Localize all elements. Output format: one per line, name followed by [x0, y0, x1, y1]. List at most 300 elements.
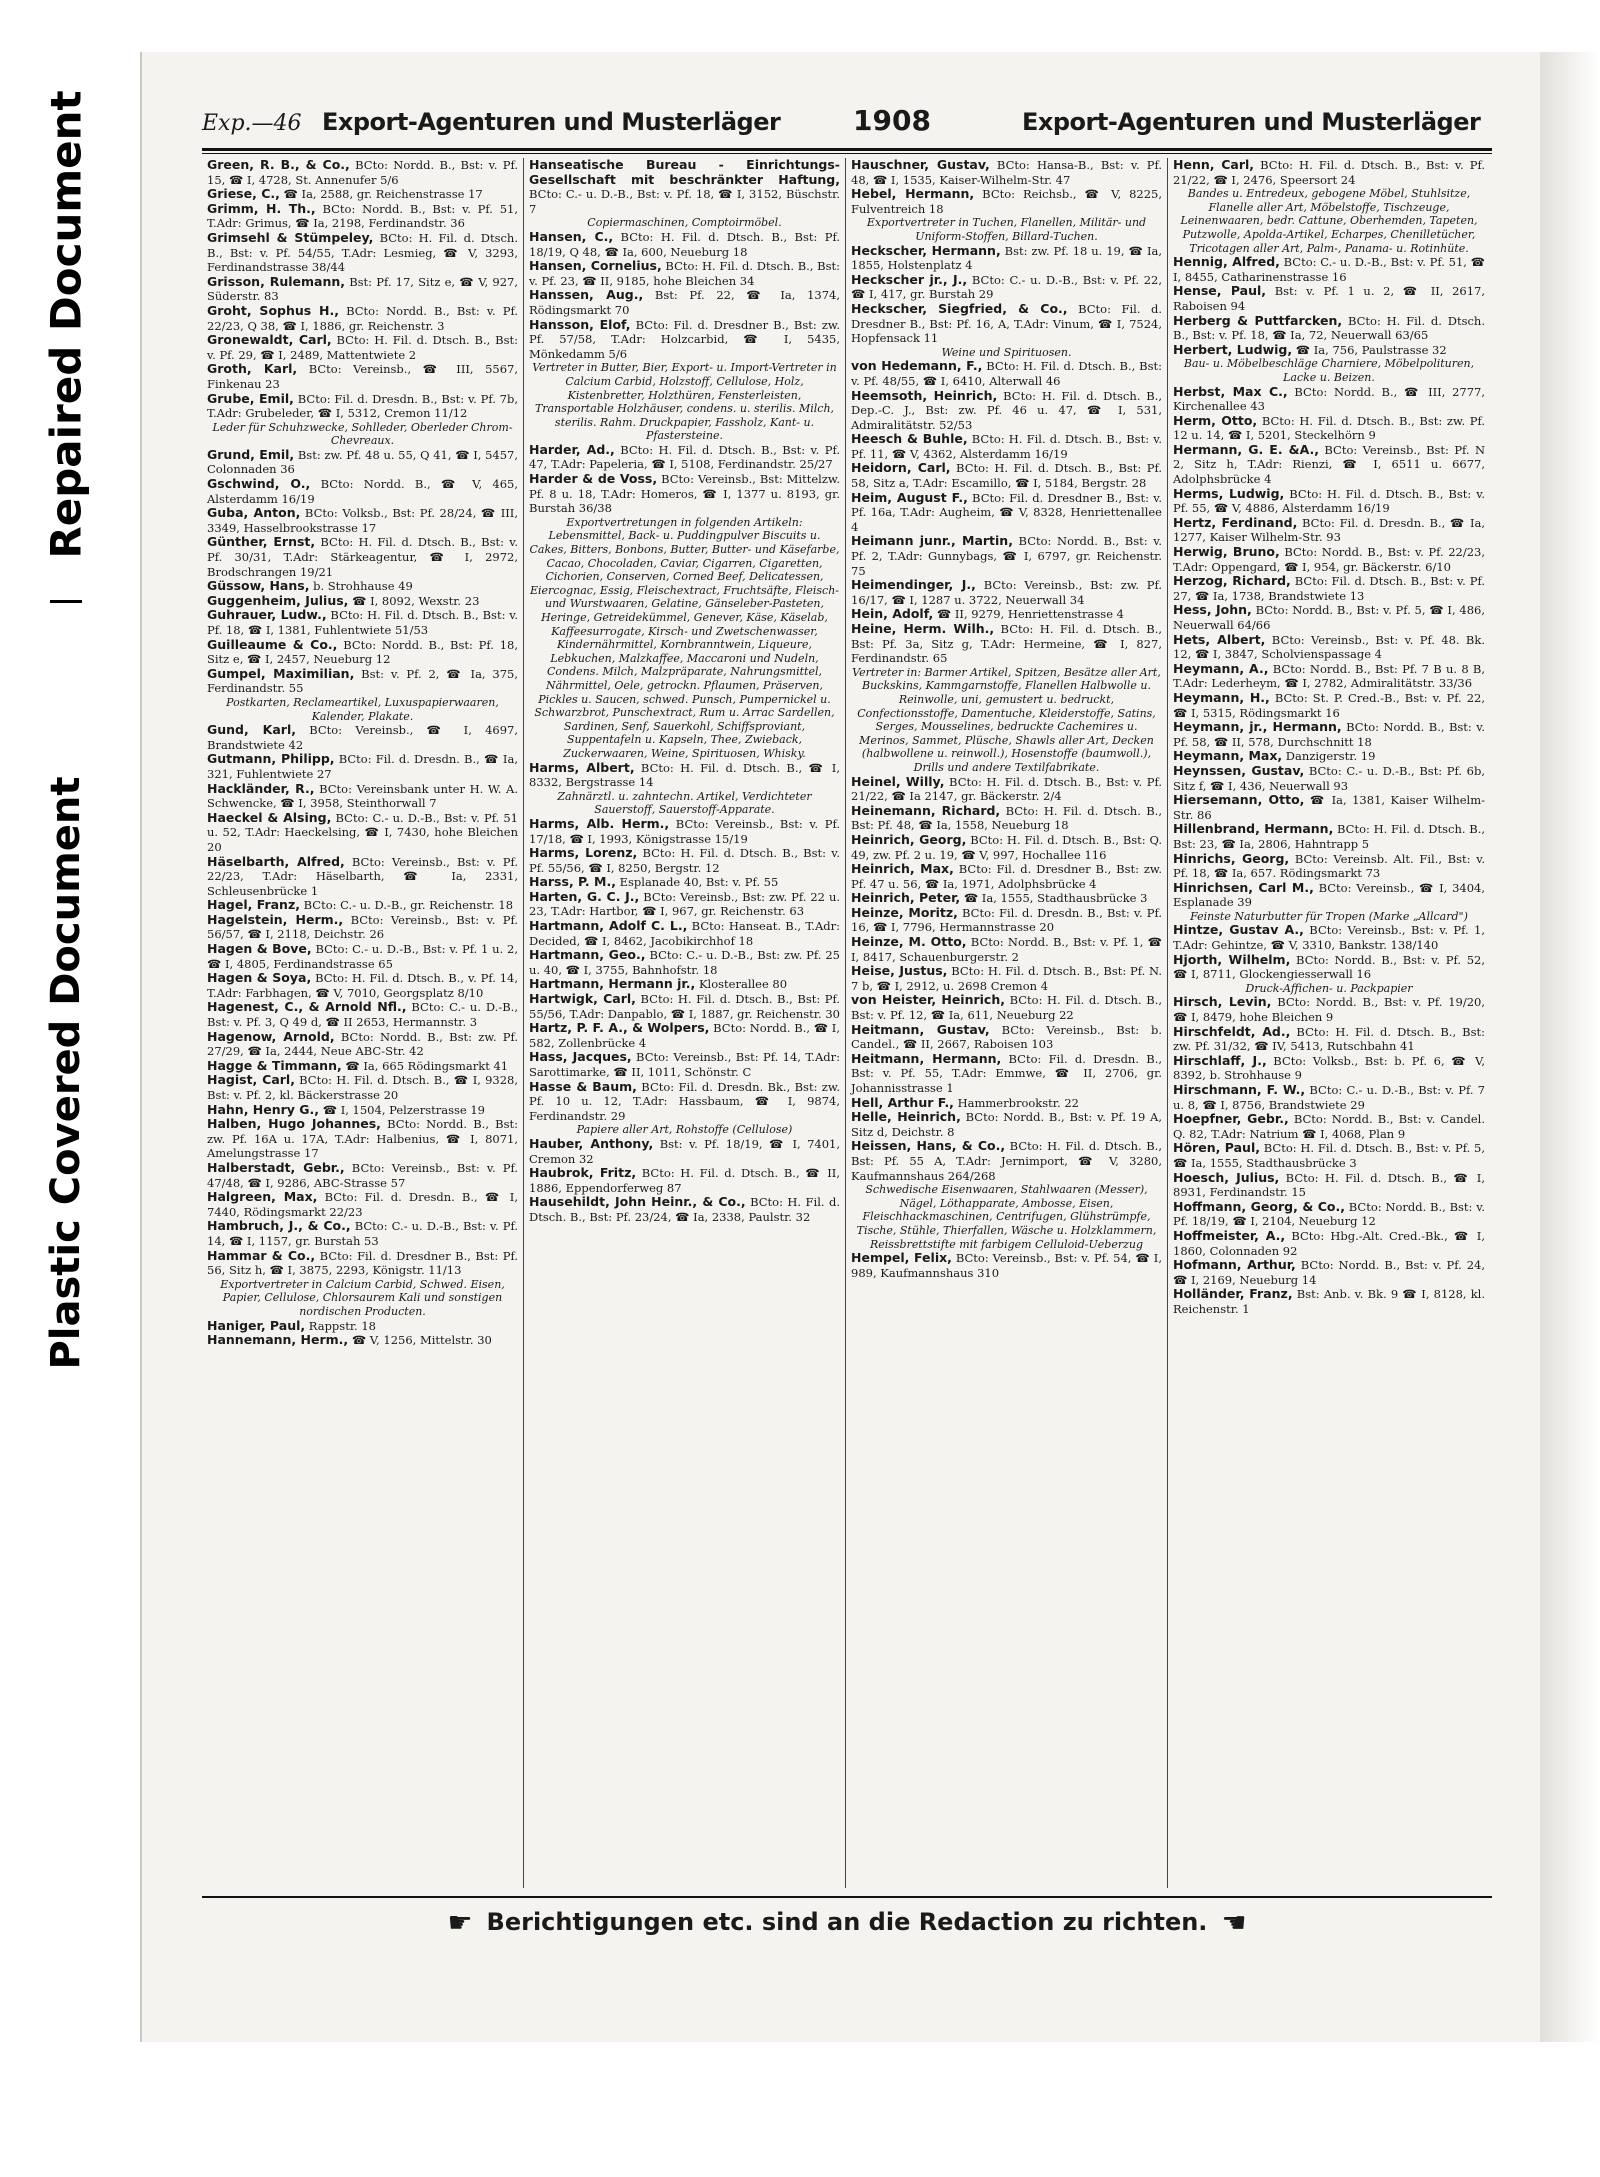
directory-entry [851, 389, 1162, 433]
entry-details: BCto: Nordd. B., ☎ III, 2777, Kirchenallee 43 [1173, 384, 1485, 414]
entry-name: Heinze, Moritz, [851, 904, 958, 920]
entry-name: Harten, G. C. J., [529, 888, 640, 904]
directory-entry [207, 811, 518, 855]
entry-name: Guba, Anton, [207, 505, 301, 521]
entry-details: BCto: H. Fil. d. Dtsch. B., Bst: Pf. 58, Sitz a, T.Adr: Escamillo, ☎ I, 5184, Bergstr. 28 [851, 461, 1163, 491]
entry-details: BCto: C.- u. D.-B., Bst: v. Pf. 22, ☎ I, 417, gr. Burstah 29 [851, 272, 1162, 302]
directory-entry [207, 913, 518, 942]
entry-details: Hammerbrookstr. 22 [957, 1095, 1079, 1110]
entry-specialty: Vertreter in Butter, Bier, Export- u. Import-Vertreter in Calcium Carbid, Holzstoff, Cellulose, Holz, Kistenbretter, Holzthüren, Fensterleisten, Transportable Holzhäuser, condens. u. sterilis. Milch, sterilis. Rahm. Druckpapier, Fassholz, Kant- u. Pfastersteine. [532, 361, 837, 443]
entry-details: BCto: C.- u. D.-B., Bst: v. Pf. 7 u. 8, ☎ I, 8756, Brandstwiete 29 [1173, 1083, 1485, 1112]
directory-entry [1173, 1054, 1485, 1083]
entry-name: Herwig, Bruno, [1173, 544, 1280, 560]
entry-name: Henn, Carl, [1173, 158, 1255, 172]
page-edge-shadow [1540, 52, 1600, 2042]
entry-name: Halben, Hugo Johannes, [207, 1116, 381, 1132]
entry-specialty: Feinste Naturbutter für Tropen (Marke „Allcard") [1190, 909, 1468, 923]
entry-details: BCto: Nordd. B., Bst: v. Pf. 18/19, ☎ I, 2104, Neueburg 12 [1173, 1199, 1485, 1229]
entry-details: BCto: H. Fil. d. Dtsch. B., Bst: v. Pf. 47, T.Adr: Papeleria, ☎ I, 5108, Ferdinandstr. 25/27 [529, 442, 840, 472]
entry-name: Hinrichs, Georg, [1173, 850, 1290, 866]
entry-details: BCto: Vereinsb., Bst: v. Pf. 17/18, ☎ I, 1993, Königstrasse 15/19 [529, 816, 840, 846]
entry-name: Heissen, Hans, & Co., [851, 1138, 1006, 1154]
entry-details: BCto: Vereinsb., Bst: zw. Pf. 22 u. 23, T.Adr: Hartbor, ☎ I, 967, gr. Reichenstr. 63 [529, 889, 841, 919]
entry-name: Herbert, Ludwig, [1173, 341, 1293, 357]
directory-entry [207, 1333, 518, 1348]
entry-details: BCto: H. Fil. d. Dtsch. B., Bst: v. Pf. 23, ☎ II, 9185, hohe Bleichen 34 [529, 259, 840, 288]
directory-entry [1173, 953, 1485, 982]
directory-entry [207, 362, 518, 391]
directory-entry [207, 1117, 518, 1161]
header-title-left: Export-Agenturen und Musterläger [322, 108, 781, 136]
directory-entry [1173, 1287, 1485, 1316]
entry-specialty: Leder für Schuhzwecke, Sohlleder, Oberleder Chrom-Chevreaux. [212, 420, 513, 448]
directory-entry [207, 1249, 518, 1278]
entry-name: Helle, Heinrich, [851, 1109, 961, 1125]
directory-entry [529, 1021, 840, 1050]
directory-entry [1173, 1200, 1485, 1229]
entry-details: BCto: H. Fil. d. Dtsch. B., ☎ I, 8332, Bergstrasse 14 [529, 760, 841, 790]
directory-entry [207, 158, 518, 187]
entry-name: Hambruch, J., & Co., [207, 1218, 351, 1234]
entry-details: BCto: Nordd. B., Bst: v. Pf. 58, ☎ II, 578, Durchschnitt 18 [1173, 720, 1486, 749]
entry-details: Bst: zw. Pf. 18 u. 19, ☎ Ia, 1855, Holstenplatz 4 [851, 243, 1163, 273]
entry-name: Hintze, Gustav A., [1173, 922, 1304, 938]
directory-entry [207, 477, 518, 506]
entry-name: Harms, Lorenz, [529, 845, 638, 861]
entry-details: BCto: Fil. d. Dtsch. B., Bst: v. Pf. 27, ☎ Ia, 1738, Brandstwiete 13 [1173, 574, 1486, 603]
entry-details: BCto: C.- u. D.-B., Bst: v. Pf. 1 u. 2, ☎ I, 4805, Ferdinandstrasse 65 [207, 942, 519, 971]
directory-entry [1173, 1258, 1485, 1287]
entry-name: Hirschfeldt, Ad., [1173, 1023, 1291, 1039]
entry-name: Gumpel, Maximilian, [207, 665, 355, 681]
directory-entry [207, 1000, 518, 1029]
entry-name: Hasse & Baum, [529, 1078, 637, 1094]
entry-details: BCto: Nordd. B., Bst: v. Pf. 2, T.Adr: Gunnybags, ☎ I, 6797, gr. Reichenstr. 75 [851, 534, 1163, 578]
header-rule-thin [202, 153, 1492, 154]
entry-name: Hannemann, Herm., [207, 1332, 349, 1348]
side-divider [50, 600, 82, 603]
entry-details: Bst: v. Pf. 1 u. 2, ☎ II, 2617, Raboisen 94 [1173, 284, 1485, 313]
entry-specialty: Zahnärztl. u. zahntechn. Artikel, Verdichteter Sauerstoff, Sauerstoff-Apparate. [557, 789, 812, 817]
entry-name: Hebel, Hermann, [851, 186, 975, 202]
entry-name: Hoepfner, Gebr., [1173, 1111, 1289, 1127]
directory-entry [1173, 720, 1485, 749]
entry-name: Hagenow, Arnold, [207, 1028, 335, 1044]
entry-details: Rappstr. 18 [308, 1318, 376, 1333]
entry-specialty: Copiermaschinen, Comptoirmöbel. [587, 216, 782, 230]
footer-notice: Berichtigungen etc. sind an die Redaction zu richten. [486, 1908, 1208, 1936]
entry-name: Herms, Ludwig, [1173, 485, 1285, 501]
entry-name: Heymann, H., [1173, 689, 1270, 705]
entry-name: Heim, August F., [851, 489, 968, 505]
entry-details: Bst: v. Pf. 18/19, ☎ I, 7401, Cremon 32 [529, 1136, 841, 1166]
entry-name: Heitmann, Gustav, [851, 1021, 990, 1037]
entry-details: BCto: C.- u. D.-B., Bst: v. Pf. 18, ☎ I, 3152, Büschstr. 7 [529, 187, 840, 216]
directory-entry [1173, 749, 1485, 764]
directory-entry [207, 392, 518, 421]
directory-entry [207, 579, 518, 594]
entry-details: BCto: Vereinsb., Bst: Pf. N 2, Sitz h, T.Adr: Rienzi, ☎ I, 6511 u. 6677, Adolphsbrücke 4 [1173, 442, 1486, 487]
entry-details: BCto: C.- u. D.-B., Bst: zw. Pf. 25 u. 40, ☎ I, 3755, Bahnhofstr. 18 [529, 948, 841, 977]
entry-details: BCto: C.- u. D.-B., Bst: v. Pf. 14, ☎ I, 1157, gr. Burstah 53 [207, 1219, 518, 1248]
directory-entry [529, 875, 840, 890]
entry-name: Heckscher jr., J., [851, 271, 968, 287]
entry-name: Haubrok, Fritz, [529, 1165, 637, 1181]
entry-name: Hagist, Carl, [207, 1072, 295, 1088]
entry-name: Hartwigk, Carl, [529, 991, 636, 1007]
directory-entry [207, 535, 518, 579]
directory-entry [207, 1319, 518, 1334]
entry-details: BCto: Volksb., Bst: Pf. 28/24, ☎ III, 3349, Hasselbrookstrasse 17 [207, 506, 519, 535]
entry-name: Heemsoth, Heinrich, [851, 387, 998, 403]
entry-details: BCto: Nordd. B., Bst: v. Candel. Q. 82, T.Adr: Natrium ☎ I, 4068, Plan 9 [1173, 1112, 1485, 1141]
entry-name: Hagen & Soya, [207, 970, 312, 986]
entry-name: Heinrich, Georg, [851, 831, 967, 847]
directory-entry [207, 752, 518, 781]
entry-details: Bst: Pf. 22, ☎ Ia, 1374, Rödingsmarkt 70 [529, 288, 840, 317]
entry-name: Halgreen, Max, [207, 1189, 318, 1205]
entry-name: Harms, Alb. Herm., [529, 815, 670, 831]
page-folio: Exp.—46 [202, 111, 302, 136]
entry-name: Heymann, Max, [1173, 748, 1283, 764]
entry-name: Hermann, G. E. &A., [1173, 441, 1319, 457]
entry-specialty: Exportvertreter in Calcium Carbid, Schwed. Eisen, Papier, Cellulose, Chlorsaurem Kali und sonstigen nordischen Producten. [220, 1277, 505, 1318]
entry-name: Halberstadt, Gebr., [207, 1159, 345, 1175]
entry-name: Gund, Karl, [207, 722, 296, 738]
entry-name: Groht, Sophus H., [207, 302, 339, 318]
directory-entry [207, 333, 518, 362]
entry-name: Hansson, Elof, [529, 316, 631, 332]
entry-details: BCto: H. Fil. d. Dtsch. B., Bst: Pf. 55 A, T.Adr: Jernimport, ☎ V, 3280, Kaufmannshaus 264/268 [851, 1139, 1162, 1183]
entry-specialty: Druck-Affichen- u. Packpapier [1245, 981, 1413, 995]
entry-name: Hagge & Timmann, [207, 1057, 342, 1073]
entry-name: Heinze, M. Otto, [851, 934, 967, 950]
directory-entry [207, 1190, 518, 1219]
directory-entry [1173, 793, 1485, 822]
entry-name: Hagen & Bove, [207, 941, 312, 957]
entry-name: Hinrichsen, Carl M., [1173, 879, 1314, 895]
entry-details: Bst: v. Pf. 2, ☎ Ia, 375, Ferdinandstr. 55 [207, 666, 519, 696]
entry-specialty: Bau- u. Möbelbeschläge Charniere, Möbelpolituren, Lacke u. Beizen. [1183, 357, 1475, 384]
directory-entry [1173, 764, 1485, 793]
entry-details: BCto: H. Fil. d. Dtsch. B., Bst: v. Pf. 18, ☎ Ia, 72, Neuerwall 63/65 [1173, 313, 1485, 343]
directory-entry [1173, 1171, 1485, 1200]
entry-name: von Hedemann, F., [851, 358, 983, 374]
directory-entry [1173, 487, 1485, 516]
entry-details: BCto: H. Fil. d. Dtsch. B., Bst: v. Pf. 54/55, T.Adr: Lesmieg, ☎ V, 3293, Ferdinandstrasse 38/44 [207, 230, 518, 275]
entry-name: Heimann junr., Martin, [851, 533, 1013, 549]
entry-details: BCto: Fil. d. Dresdn. B., ☎ I, 7440, Rödingsmarkt 22/23 [207, 1190, 519, 1219]
entry-name: Heine, Herm. Wilh., [851, 621, 995, 636]
entry-name: Hagenest, C., & Arnold Nfl., [207, 999, 407, 1015]
directory-entry [851, 273, 1162, 302]
entry-name: Herm, Otto, [1173, 412, 1258, 428]
directory-entry [207, 1219, 518, 1248]
entry-details: BCto: H. Fil. d. Dtsch. B., Bst: zw. Pf. 31/32, ☎ IV, 5413, Rutschbahn 41 [1173, 1024, 1485, 1054]
entry-name: Guilleaume & Co., [207, 636, 338, 652]
entry-details: BCto: Vereinsb., Bst: v. Pf. 54, ☎ I, 989, Kaufmannshaus 310 [851, 1251, 1162, 1280]
directory-column-2 [524, 158, 846, 1888]
entry-details: BCto: H. Fil. d. Dtsch. B., Bst: v. Pf. 21/22, ☎ I, 2476, Speersort 24 [1173, 158, 1485, 187]
directory-entry [851, 935, 1162, 964]
entry-details: BCto: Vereinsb., Bst: Mittelzw. Pf. 8 u. 18, T.Adr: Homeros, ☎ I, 1377 u. 8193, gr. Burstah 36/38 [529, 472, 841, 516]
directory-entry [207, 1073, 518, 1102]
entry-details: BCto: Fil. d. Dresdn. B., ☎ Ia, 1277, Kaiser Wilhelm-Str. 93 [1173, 515, 1485, 545]
directory-entry [529, 1166, 840, 1195]
directory-entry [1173, 995, 1485, 1024]
repaired-document-label: Repaired Document [41, 90, 91, 559]
directory-entry [207, 667, 518, 696]
entry-details: ☎ Ia, 2588, gr. Reichenstrasse 17 [283, 187, 483, 202]
entry-details: Bst: Anb. v. Bk. 9 ☎ I, 8128, kl. Reichenstr. 1 [1173, 1287, 1486, 1316]
entry-details: BCto: Fil. d. Dresdner B., Bst: Pf. 16, A, T.Adr: Vinum, ☎ I, 7524, Hopfensack 11 [851, 301, 1163, 346]
directory-entry [207, 898, 518, 913]
entry-details: BCto: Nordd. B., Bst: v. Pf. 51, T.Adr: Grimus, ☎ Ia, 2198, Ferdinandstr. 36 [207, 201, 519, 231]
entry-name: Grisson, Rulemann, [207, 273, 346, 289]
entry-details: BCto: Nordd. B., Bst: Pf. 7 B u. 8 B, T.Adr: Lederheym, ☎ I, 2782, Admiralitätstr. 33/36 [1173, 661, 1486, 691]
page-footer [202, 1902, 1492, 1942]
entry-details: BCto: Vereinsb., Bst: v. Pf. 1, T.Adr: Gehintze, ☎ V, 3310, Bankstr. 138/140 [1173, 923, 1486, 953]
directory-column-1 [202, 158, 524, 1888]
entry-details: BCto: C.- u. D.-B., Bst: v. Pf. 51 u. 52, T.Adr: Haeckelsing, ☎ I, 7430, hohe Bleichen 20 [207, 810, 518, 854]
entry-details: ☎ II, 9279, Henriettenstrasse 4 [936, 607, 1124, 622]
directory-entry [851, 891, 1162, 906]
entry-details: Klosterallee 80 [698, 977, 788, 992]
directory-entry [1173, 603, 1485, 632]
directory-entry [1173, 516, 1485, 545]
directory-entry [851, 187, 1162, 216]
directory-entry [529, 472, 840, 516]
entry-name: Hirschlaff, J., [1173, 1052, 1267, 1068]
entry-name: Hartz, P. F. A., & Wolpers, [529, 1020, 710, 1036]
entry-details: BCto: H. Fil. d. Dtsch. B., Bst: v. Pf. 21/22, ☎ Ia 2147, gr. Bäckerstr. 2/4 [851, 774, 1163, 804]
entry-details: BCto: H. Fil. d. Dtsch. B., Bst: v. Pf. 11, ☎ V, 4362, Alsterdamm 16/19 [851, 432, 1163, 461]
entry-name: Heynssen, Gustav, [1173, 762, 1305, 778]
entry-name: von Heister, Heinrich, [851, 992, 1005, 1008]
directory-entry [207, 506, 518, 535]
entry-name: Hillenbrand, Hermann, [1173, 821, 1334, 837]
directory-entry [207, 1161, 518, 1190]
directory-entry [851, 158, 1162, 187]
directory-entry [1173, 1141, 1485, 1170]
entry-name: Hartmann, Hermann jr., [529, 976, 696, 992]
entry-name: Gschwind, O., [207, 476, 311, 492]
directory-entry [529, 158, 840, 216]
entry-name: Harder & de Voss, [529, 471, 658, 487]
entry-details: BCto: H. Fil. d. Dtsch. B., Bst: Pf. N. 7 b, ☎ I, 2912, u. 2698 Cremon 4 [851, 964, 1163, 993]
entry-details: BCto: Nordd. B., Bst: v. Pf. 22/23, T.Adr: Oppengard, ☎ I, 954, gr. Bäckerstr. 6/10 [1173, 545, 1486, 574]
entry-details: BCto: H. Fil. d. Dtsch. B., Bst: Pf. 23/24, ☎ Ia, 2338, Paulstr. 32 [529, 1195, 840, 1224]
directory-entry [1173, 1083, 1485, 1112]
directory-entry [207, 275, 518, 304]
entry-details: BCto: Vereinsb., ☎ I, 3404, Esplanade 39 [1173, 880, 1485, 910]
entry-name: Hets, Albert, [1173, 631, 1266, 647]
entry-name: Harder, Ad., [529, 441, 615, 457]
entry-name: Griese, C., [207, 186, 280, 202]
entry-specialty: Exportvertreter in Tuchen, Flanellen, Militär- und Uniform-Stoffen, Billard-Tuchen. [866, 216, 1147, 243]
entry-name: Hass, Jacques, [529, 1049, 632, 1065]
entry-name: Holländer, Franz, [1173, 1286, 1293, 1302]
entry-name: Günther, Ernst, [207, 534, 316, 550]
entry-name: Hackländer, R., [207, 780, 315, 796]
directory-entry [1173, 881, 1485, 910]
entry-details: BCto: Nordd. B., Bst: v. Pf. 19 A, Sitz d, Deichstr. 8 [851, 1110, 1163, 1139]
directory-column-3 [846, 158, 1168, 1888]
directory-entry [207, 942, 518, 971]
entry-details: BCto: H. Fil. d. Dtsch. B., Bst: 23, ☎ Ia, 2806, Hahntrapp 5 [1173, 822, 1485, 851]
entry-specialty: Postkarten, Reclameartikel, Luxuspapierwaaren, Kalender, Plakate. [226, 695, 499, 723]
header-rule-thick [202, 148, 1492, 151]
directory-entry [1173, 343, 1485, 358]
directory-entry [1173, 284, 1485, 313]
directory-entry [1173, 633, 1485, 662]
entry-specialty: Exportvertretungen in folgenden Artikeln: Lebensmittel, Back- u. Puddingpulver Biscuits u. Cakes, Bitters, Bonbons, Butter, Butter- und Käsefarbe, Cacao, Chocoladen, Caviar, Cigarren, Cigaretten, Cichorien, Conserven, Corned Beef, Delicatessen, Eiercognac, Essig, Fleischextract, Fruchtsäfte, Fleisch- und Wurstwaaren, Gelatine, Gänseleber-Pasteten, Heringe, Getreidekümmel, Genever, Käse, Käselab, Kaffeesurrogate, Kirsch- und Zwetschenwasser, Kindernährmittel, Kornbranntwein, Liqueure, Lebkuchen, Malzkaffee, Maccaroni und Nudeln, Condens. Milch, Malzpräparate, Nahrungsmittel, Nährmittel, Oele, getrockn. Pflaumen, Präserven, Pickles u. Saucen, schwed. Punsch, Pumpernickel u. Schwarzbrot, Punschextract, Rum u. Arrac Sardellen, Sardinen, Senf, Sauerkohl, Schiffsproviant, Suppentafeln u. Kapseln, Thee, Zwieback, Zuckerwaaren, Weine, Spirituosen, Whisky. [529, 515, 840, 760]
entry-details: Bst: zw. Pf. 48 u. 55, Q 41, ☎ I, 5457, Colonnaden 36 [207, 447, 518, 477]
directory-entry [851, 1110, 1162, 1139]
entry-details: BCto: H. Fil. d. Dtsch. B., Bst: Pf. 18/19, Q 48, ☎ Ia, 600, Neueburg 18 [529, 229, 841, 259]
directory-entry [1173, 574, 1485, 603]
entry-name: Hartmann, Adolf C. L., [529, 918, 688, 934]
directory-entry [207, 855, 518, 899]
directory-entry [851, 432, 1162, 461]
entry-name: Häselbarth, Alfred, [207, 853, 345, 869]
scanned-page [140, 52, 1546, 2042]
entry-details: BCto: Nordd. B., Bst: Pf. 18, Sitz e, ☎ I, 2457, Neueburg 12 [207, 637, 518, 667]
directory-entry [529, 817, 840, 846]
directory-entry [529, 992, 840, 1021]
directory-column-4 [1168, 158, 1490, 1888]
entry-details: BCto: Nordd. B., Bst: v. Pf. 22/23, Q 38, ☎ I, 1886, gr. Reichenstr. 3 [207, 303, 519, 333]
entry-specialty: Bandes u. Entredeux, gebogene Möbel, Stuhlsitze, Flanelle aller Art, Möbelstoffe, Tischzeuge, Leinenwaaren, bedr. Cattune, Oberhemden, Tapeten, Putzwolle, Apolda-Artikel, Echarpes, Chenilletücher, Tricotagen aller Art, Palm-, Panama- u. Rotinhüte. [1180, 187, 1478, 255]
directory-entry [529, 443, 840, 472]
entry-name: Harss, P. M., [529, 874, 616, 890]
entry-name: Hauschner, Gustav, [851, 158, 990, 172]
entry-details: BCto: Fil. d. Dresdner B., Bst: Pf. 56, Sitz h, ☎ I, 3875, 2293, Königstr. 11/13 [207, 1248, 519, 1278]
directory-entry [207, 608, 518, 637]
entry-details: BCto: Vereinsb. Alt. Fil., Bst: v. Pf. 18, ☎ Ia, 657. Rödingsmarkt 73 [1173, 851, 1485, 881]
entry-details: BCto: Vereinsb., Bst: zw. Pf. 16/17, ☎ I, 1287 u. 3722, Neuerwall 34 [851, 578, 1163, 607]
entry-name: Hagel, Franz, [207, 897, 300, 913]
directory-entry [851, 491, 1162, 535]
directory-entry [207, 304, 518, 333]
directory-entry [207, 1030, 518, 1059]
entry-details: ☎ Ia, 665 Rödingsmarkt 41 [345, 1058, 509, 1073]
directory-entry [529, 1050, 840, 1079]
directory-entry [851, 862, 1162, 891]
entry-name: Grund, Emil, [207, 446, 295, 462]
entry-details: BCto: Nordd. B., Bst: v. Pf. 1, ☎ I, 8417, Schauenburgerstr. 2 [851, 935, 1162, 964]
entry-details: BCto: H. Fil. d. Dtsch. B., Dep.-C. J., Bst: zw. Pf. 46 u. 47, ☎ I, 531, Admiralitätstr. 52/53 [851, 388, 1162, 432]
directory-entry [207, 594, 518, 609]
directory-entry [529, 977, 840, 992]
entry-details: BCto: Vereinsb., Bst: b. Candel., ☎ II, 2667, Raboisen 103 [851, 1022, 1163, 1052]
entry-name: Hoffmann, Georg, & Co., [1173, 1198, 1345, 1214]
entry-name: Heesch & Buhle, [851, 431, 968, 447]
entry-name: Haniger, Paul, [207, 1317, 306, 1333]
directory-entry [1173, 1229, 1485, 1258]
entry-details: BCto: Vereinsb., Bst: v. Pf. 56/57, ☎ I, 2118, Deichstr. 26 [207, 912, 519, 942]
entry-name: Haeckel & Alsing, [207, 809, 332, 825]
entry-details: BCto: H. Fil. d. Dtsch. B., Bst: Pf. 55/56, T.Adr: Danpablo, ☎ I, 1887, gr. Reichenstr. 30 [529, 992, 841, 1021]
directory-entry [1173, 443, 1485, 487]
entry-details: BCto: Volksb., Bst: b. Pf. 6, ☎ V, 8392, b. Strohhause 9 [1173, 1053, 1486, 1083]
directory-entry [1173, 923, 1485, 952]
entry-details: BCto: Nordd. B., Bst: v. Pf. 19/20, ☎ I, 8479, hohe Bleichen 9 [1173, 995, 1485, 1025]
entry-name: Hören, Paul, [1173, 1140, 1260, 1156]
entry-details: BCto: C.- u. D.-B., Bst: v. Pf. 51, ☎ I, 8455, Catharinenstrasse 16 [1173, 255, 1486, 284]
entry-name: Hoesch, Julius, [1173, 1169, 1280, 1185]
entry-details: ☎ Ia, 1555, Stadthausbrücke 3 [963, 891, 1148, 906]
directory-entry [851, 359, 1162, 388]
entry-name: Hirsch, Levin, [1173, 994, 1272, 1010]
entry-name: Hartmann, Geo., [529, 947, 646, 963]
entry-name: Güssow, Hans, [207, 578, 310, 594]
entry-details: BCto: Hansa-B., Bst: v. Pf. 48, ☎ I, 1535, Kaiser-Wilhelm-Str. 47 [851, 158, 1163, 187]
directory-entry [851, 461, 1162, 490]
directory-entry [529, 919, 840, 948]
entry-name: Heinemann, Richard, [851, 802, 1001, 818]
directory-entry [851, 906, 1162, 935]
entry-name: Hanssen, Aug., [529, 287, 644, 303]
entry-details: BCto: C.- u. D.-B., Bst: Pf. 6b, Sitz f, ☎ I, 436, Neuerwall 93 [1173, 763, 1486, 793]
directory-entry [207, 971, 518, 1000]
entry-details: BCto: H. Fil. d. Dtsch. B., Bst: zw. Pf. 12 u. 14, ☎ I, 5201, Steckelhörn 9 [1173, 413, 1485, 443]
entry-name: Hertz, Ferdinand, [1173, 514, 1298, 530]
entry-name: Heitmann, Hermann, [851, 1050, 1002, 1066]
entry-details: BCto: Nordd. B., Bst: v. Pf. 24, ☎ I, 2169, Neueburg 14 [1173, 1258, 1485, 1287]
entry-details: BCto: Fil. d. Dresdn. B., ☎ Ia, 321, Fuhlentwiete 27 [207, 752, 518, 781]
entry-details: BCto: Nordd. B., Bst: zw. Pf. 16A u. 17A, T.Adr: Halbenius, ☎ I, 8071, Amelungstrasse 17 [207, 1117, 519, 1161]
entry-name: Grimsehl & Stümpeley, [207, 229, 374, 245]
entry-details: BCto: Fil. d. Dresdn. B., Bst: v. Pf. 7b, T.Adr: Grubeleder, ☎ I, 5312, Cremon 11/12 [207, 391, 519, 421]
entry-name: Hennig, Alfred, [1173, 254, 1280, 270]
directory-entry [1173, 662, 1485, 691]
entry-details: BCto: Nordd. B., Bst: v. Pf. 5, ☎ I, 486, Neuerwall 64/66 [1173, 603, 1485, 632]
entry-name: Green, R. B., & Co., [207, 158, 350, 172]
directory-entry [851, 1096, 1162, 1111]
entry-name: Gronewaldt, Carl, [207, 332, 332, 348]
entry-name: Hein, Adolf, [851, 606, 934, 622]
directory-entry [851, 607, 1162, 622]
entry-name: Herbst, Max C., [1173, 383, 1288, 399]
directory-entry [529, 761, 840, 790]
entry-name: Hell, Arthur F., [851, 1094, 954, 1110]
directory-entry [529, 846, 840, 875]
directory-entry [1173, 691, 1485, 720]
entry-details: BCto: Hbg.-Alt. Cred.-Bk., ☎ I, 1860, Colonnaden 92 [1173, 1228, 1486, 1258]
directory-entry [1173, 822, 1485, 851]
entry-name: Heymann, A., [1173, 660, 1269, 676]
entry-details: BCto: Reichsb., ☎ V, 8225, Fulventreich 18 [851, 187, 1163, 216]
directory-entry [851, 534, 1162, 578]
entry-name: Hense, Paul, [1173, 283, 1267, 299]
entry-specialty: Weine und Spirituosen. [941, 345, 1072, 359]
entry-details: BCto: Fil. d. Dresdn. B., Bst: v. Pf. 16, ☎ I, 7796, Hermannstrasse 20 [851, 905, 1163, 935]
directory-entry [1173, 1025, 1485, 1054]
directory-entry [207, 231, 518, 275]
entry-details: BCto: Fil. d. Dresdn. Bk., Bst: zw. Pf. 10 u. 12, T.Adr: Hassbaum, ☎ I, 9874, Ferdinandstr. 29 [529, 1079, 841, 1123]
entry-details: BCto: H. Fil. d. Dtsch. B., Bst: Pf. 3a, Sitz g, T.Adr: Hermeine, ☎ I, 827, Ferdinandstr. 65 [851, 622, 1163, 666]
entry-details: BCto: C.- u. D.-B., Bst: v. Pf. 3, Q 49 d, ☎ II 2653, Hermannstr. 3 [207, 1000, 518, 1030]
entry-name: Hahn, Henry G., [207, 1101, 320, 1117]
entry-name: Hauber, Anthony, [529, 1135, 654, 1151]
entry-name: Heinrich, Peter, [851, 890, 961, 906]
entry-details: BCto: H. Fil. d. Dtsch. B., Bst: v. Pf. 48/55, ☎ I, 6410, Alterwall 46 [851, 359, 1162, 388]
directory-entry [207, 638, 518, 667]
directory-entry [529, 259, 840, 288]
entry-details: BCto: Nordd. B., Bst: v. Pf. 52, ☎ I, 8711, Glockengiesserwall 16 [1173, 952, 1486, 982]
entry-details: BCto: Nordd. B., ☎ I, 582, Zollenbrücke 4 [529, 1021, 841, 1050]
